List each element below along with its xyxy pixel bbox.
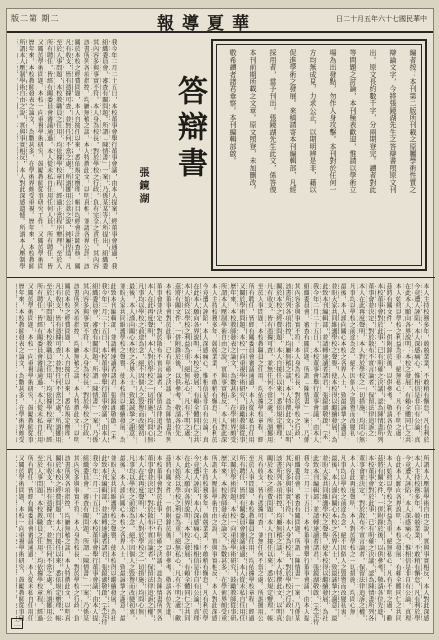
article-column: 凡有收支，皆有憑據可查，並無任何不當之處。所謂挪用 [265, 283, 273, 443]
article-column: 所有聘任，皆經有關委員會審議通過，本人從未私自任用 [247, 283, 255, 443]
article-column: 本人在此再度聲明，本人對於學校之一切措施，均問心無 [146, 283, 153, 443]
article-column: 至於人事問題，本校教職員之任用，均依據學校章程，經過 [247, 455, 255, 622]
article-column: 凡有收支，皆有憑據可查，並無任何不當之處。所謂挪用公 [256, 455, 264, 622]
article-column: 並盼大家共同維護學校之聲譽，使本校得以繼續發展，為社 [109, 455, 117, 622]
article-column: 其內容多與事實不符。本人身為校長，對於學校之行政， [81, 283, 89, 443]
editor-note-column: 本刊前期所載之文章。原文照登，未加刪改。 [249, 49, 257, 193]
article-column: 在此本人願向各界說明：本校之發展，有賴全體同仁之共同 [182, 455, 190, 622]
article-column: 此致本刊編輯部，並請轉達讀者諸君。張鏡湖敬啟。（未完待 [100, 455, 107, 625]
article-column: 此致本刊編輯部，並請轉達讀者諸君。張鏡湖敬啟。（未 [109, 283, 117, 440]
article-column: 凡事均以學校之前途為念，絕不因個人之毀譽而改變初衷。 [339, 455, 347, 622]
article-column: 關於本校之經費問題，本人自接任以來，悉依規定辦理，帳目均經會計師查核。關 [73, 39, 81, 270]
article-column: 今竟遭人誣陷，本人深感痛心。惟相信是非自有公論，真理 [403, 455, 411, 622]
article-column: 至於人事問題，本校教職員之任用，均依據學校章程，經 [44, 283, 52, 443]
article-column: 該書所列各項指控，均屬無稽之談，本人特撰此文，以明真 [63, 455, 71, 622]
article-column: 我今年二月二十五日，本校董事會舉行董事會議，由本人提 [90, 455, 98, 622]
article-column: 所有聘任，皆經有關委員會審議通過，本人從未私自任用任 [238, 455, 245, 622]
article-column: 所有聘任，皆經有關委員會審議通過，本人從未私自任用任何人員。所有聘任，皆 [45, 39, 53, 270]
article-column: 董事會並決定，對於散布不實言論者，保留法律追訴之權。 [146, 455, 153, 622]
article-column: 此致本刊編輯部，並請轉達讀者諸君。張鏡湖敬啟。（未 [320, 283, 328, 440]
article-column: 在此本人願向各界說明：本校之發展，有賴全體同仁之共 [192, 283, 199, 443]
article-column: 其內容多與事實不符。本人身為校長，對於學校之行政，負 [284, 455, 291, 622]
article-column: 又關於學術問題，本校一向重視學術研究，鼓勵教師從事研 [228, 455, 236, 622]
article-column: 凡有收支，皆有憑據可查，並無任何不當之處。所謂挪用公 [44, 455, 52, 622]
article-column: 又關於學術問題，本校一向重視學術研究，鼓勵教師從事 [26, 283, 34, 443]
article-column: 所謂本人壓制學術自由之說，實與事實相反，本人對此深感 [422, 455, 429, 622]
article-column: 關於本校之經費問題，本人自接任以來，悉依規定辦理， [274, 283, 282, 443]
article-column: 組織委員會，審查有關問題。所謂「陳情書」一案，乃係 [302, 283, 310, 443]
editor-note-column: 出。原文長約數千字，分兩期登完。讀者對此 [369, 49, 377, 193]
article-column: 茲將有關文件，一併附錄於後，以供參考。敬請各位先 [173, 283, 181, 437]
article-column: 歷年來，本校教師發表之論文，為數甚多，在學術界頗受重 [219, 455, 227, 622]
editor-note-box [211, 39, 427, 271]
editor-note-column: 促進學術之發展。來稿請寄本刊編輯部，凡經 [289, 49, 297, 193]
article-column: 本人主持校務多年，兢兢業業，不敢稍有懈怠，凡有利於 [210, 283, 218, 443]
article-column: 本人始終以學校之利益為重，絕無私心。凡有不明之處，歡 [173, 455, 181, 622]
article-column: 董事會並決定，對於散布不實言論者，保留法律追訴之 [366, 283, 374, 437]
article-column: 該書所列各項指控，均屬無稽之談，本人特撰此文，以明真相，並請各界公評。該 [82, 39, 90, 270]
article-column: 董事會並決定，對於散布不實言論者，保留法律追訴之 [155, 283, 163, 437]
article-column: 本校董事會對於此事，已有明確之決議，認為陳情書所列 [164, 283, 172, 443]
article-author: 張鏡湖 [137, 167, 148, 206]
editor-note-column: 場為出發點，勿作人身攻擊。本刊對於任何一 [329, 49, 337, 193]
article-column: 凡有收支，皆有憑據可查，並無任何不當之處。所謂挪用公款之說，純屬捏造。凡 [64, 39, 71, 270]
article-column: 在此本人願向各界說明：本校之發展，有賴全體同仁之共 [403, 283, 411, 443]
article-column: 並盼大家共同維護學校之聲譽，使本校得以繼續發展，為 [118, 283, 126, 443]
article-column: 本校董事會對於此事，已有明確之決議，認為陳情書所列 [376, 283, 383, 443]
article-title-block [119, 69, 207, 255]
article-column: 本人在此再度聲明，本人對於學校之一切措施，均問心無 [136, 455, 144, 615]
article-column: 組織委員會，審查有關問題。所謂「陳情書」一案，乃係某 [81, 455, 89, 622]
article-column: 並盼大家共同維護學校之聲譽，使本校得以繼續發展，為社 [320, 455, 328, 622]
masthead-title: 報導夏華 [157, 14, 257, 34]
article-column: 關於本校之經費問題，本人自接任以來，悉依規定辦理， [63, 283, 71, 443]
article-column: 我今年二月二十五日，本校董事會舉行董事會議，由本人提案，經董事會通過，我 [110, 39, 117, 270]
article-column: 又關於學術問題，本校一向重視學術研究，鼓勵教師從事 [238, 283, 245, 443]
article-column: 本人在此再度聲明，本人對於學校之一切措施，均問心無 [357, 283, 365, 443]
article-column: 我今年二月二十五日，本校董事會舉行董事會議，由本人 [311, 283, 319, 443]
article-column: 歷年來，本校教師發表之論文，為數甚多，在學術界頗受 [228, 283, 236, 443]
article-column: 組織委員會，審查有關問題。所謂「陳情書」一案，乃係 [90, 283, 98, 443]
article-column: 本校董事會對於此事，已有明確之決議，認為陳情書所列各 [366, 455, 374, 622]
article-column: 所謂本人壓制學術自由之說，實與事實相反，本人對此深感 [210, 455, 218, 622]
article-column: 茲將有關文件，一併附錄於後，以供參考。敬請各位先進， [376, 455, 383, 622]
article-column: 茲將有關文件，一併附錄於後，以供參考。敬請各位先 [385, 283, 393, 437]
newspaper-page [6, 8, 434, 634]
page-number: 二 [11, 618, 23, 629]
article-column: 我今年二月二十五日，本校董事會舉行董事會議，由本人 [100, 283, 107, 443]
article-column: 本人始終以學校之利益為重，絕無私心。凡有不明之處， [394, 283, 402, 443]
article-column: 關於本校之經費問題，本人自接任以來，悉依規定辦理，帳 [265, 455, 273, 622]
editor-note-column: 敬希讀者諸君垂察。本刊編輯部啟。 [229, 49, 237, 165]
masthead-date: 日二十月五年六十七國民華中 [336, 15, 427, 23]
masthead-edition: 版二第 期二 [11, 14, 60, 23]
article-column: 今竟遭人誣陷，本人深感痛心。惟相信是非自有公論，真理 [192, 455, 199, 622]
article-column: 凡事均以學校之前途為念，絕不因個人之毀譽而改變初 [136, 283, 144, 437]
article-column: 組織委員會，審查有關問題。所謂「陳情書」一案，乃係某 [293, 455, 301, 622]
editor-note-column: 方均無成見，力求公正，以期明辨是非，藉以 [309, 49, 317, 193]
article-title: 答辯書 [172, 75, 207, 183]
article-column: 本人始終以學校之利益為重，絕無私心。凡有不明之處，歡 [385, 455, 393, 622]
article-column: 至於人事問題，本校教職員之任用，均依據學校章程，經過 [35, 455, 43, 622]
article-column: 此致本刊編輯部，並請轉達讀者諸君。張鏡湖敬啟。（未完待 [311, 455, 319, 625]
section-divider [7, 449, 435, 450]
editor-note-column: 辯論文字，今將張鏡湖先生之答辯書照原文刊 [389, 49, 397, 193]
article-column: 所謂本人壓制學術自由之說，實與事實相反，本人對此深 [219, 283, 227, 443]
article-column: 本人主持校務多年，兢兢業業，不敢稍有懈怠，凡有利於學 [201, 455, 209, 622]
article-column: 凡有收支，皆有憑據可查，並無任何不當之處。所謂挪用 [54, 283, 61, 443]
article-column: 今竟遭人誣陷，本人深感痛心。惟相信是非自有公論，真 [201, 283, 209, 443]
article-column: 所謂本人壓制學術自由之說，實與事實相反，本人對此深感遺憾。所謂本人壓制學 [18, 39, 25, 270]
article-column: 本人在此再度聲明，本人對於學校之一切措施，均問心無 [348, 455, 356, 615]
article-column: 本校董事會對於此事，已有明確之決議，認為陳情書所列各 [155, 455, 163, 622]
article-column: 本人主持校務多年，兢兢業業，不敢稍有懈怠，凡有利於學 [412, 455, 420, 622]
article-column: 茲將有關文件，一併附錄於後，以供參考。敬請各位先進， [164, 455, 172, 622]
article-column: 該書所列各項指控，均屬無稽之談，本人特撰此文，以明 [72, 283, 80, 443]
article-column: 該書所列各項指控，均屬無稽之談，本人特撰此文，以明真 [274, 455, 282, 622]
article-column: 組織委員會，審查有關問題。所謂「陳情書」一案，乃係某某等人所提出，組織委 [100, 39, 108, 270]
article-column: 董事會並決定，對於散布不實言論者，保留法律追訴之權。 [357, 455, 365, 622]
section-divider [7, 277, 435, 278]
article-column: 歷年來，本校教師發表之論文，為數甚多，在學術界頗受 [17, 283, 25, 443]
article-column: 凡事均以學校之前途為念，絕不因個人之毀譽而改變初衷。 [127, 455, 135, 622]
article-column: 本人主持校務多年，兢兢業業，不敢稍有懈怠，凡有利於 [422, 283, 429, 443]
article-column: 其內容多與事實不符。本人身為校長，對於學校之行政，負有完全之責任。其內容 [91, 39, 99, 270]
editor-note-inner [216, 44, 422, 266]
editor-note-column: 編者按：本刊第二版所刊載之原屬學術性質之 [409, 49, 417, 193]
article-column: 至於人事問題，本校教職員之任用，均依據學校章程，經過正當程序辦理。至於人 [54, 39, 62, 270]
article-column: 最後，本人謹向關心本校之各界人士，致最誠摯之謝意。最 [330, 455, 337, 622]
editor-note-column: 等問題之討論，本刊極表歡迎，惟請以學術立 [349, 49, 357, 193]
article-column: 關於本校之經費問題，本人自接任以來，悉依規定辦理，帳 [54, 455, 61, 622]
article-column: 歷年來，本校教師發表之論文，為數甚多，在學術界頗受重視。歷年來，本校教師 [27, 39, 35, 270]
article-column: 所有聘任，皆經有關委員會審議通過，本人從未私自任用任 [26, 455, 34, 622]
article-column: 最後，本人謹向關心本校之各界人士，致最誠摯之謝意。 [127, 283, 135, 443]
article-column: 最後，本人謹向關心本校之各界人士，致最誠摯之謝意。 [339, 283, 347, 443]
article-column: 至於人事問題，本校教職員之任用，均依據學校章程，經 [256, 283, 264, 443]
article-column: 該書所列各項指控，均屬無稽之談，本人特撰此文，以明 [284, 283, 291, 443]
article-column: 今竟遭人誣陷，本人深感痛心。惟相信是非自有公論，真 [412, 283, 420, 443]
article-column: 所有聘任，皆經有關委員會審議通過，本人從未私自任用 [35, 283, 43, 443]
article-column: 我今年二月二十五日，本校董事會舉行董事會議，由本人提 [302, 455, 310, 622]
article-column: 其內容多與事實不符。本人身為校長，對於學校之行政， [293, 283, 301, 443]
article-column: 在此本人願向各界說明：本校之發展，有賴全體同仁之共同 [394, 455, 402, 622]
editor-note-column: 採用者，當予刊出。張鏡湖先生此文，係答復 [269, 49, 277, 193]
article-column: 其內容多與事實不符。本人身為校長，對於學校之行政，負 [72, 455, 80, 622]
masthead [7, 9, 433, 33]
article-column: 又關於學術問題，本校一向重視學術研究，鼓勵教師從事研究工作。又關於學術問 [36, 39, 44, 270]
article-column: 凡事均以學校之前途為念，絕不因個人之毀譽而改變初 [348, 283, 356, 437]
article-column: 並盼大家共同維護學校之聲譽，使本校得以繼續發展，為 [330, 283, 337, 443]
article-column: 最後，本人謹向關心本校之各界人士，致最誠摯之謝意。最 [118, 455, 126, 622]
article-column: 本人始終以學校之利益為重，絕無私心。凡有不明之處， [182, 283, 190, 443]
article-column: 又關於學術問題，本校一向重視學術研究，鼓勵教師從事研 [17, 455, 25, 622]
